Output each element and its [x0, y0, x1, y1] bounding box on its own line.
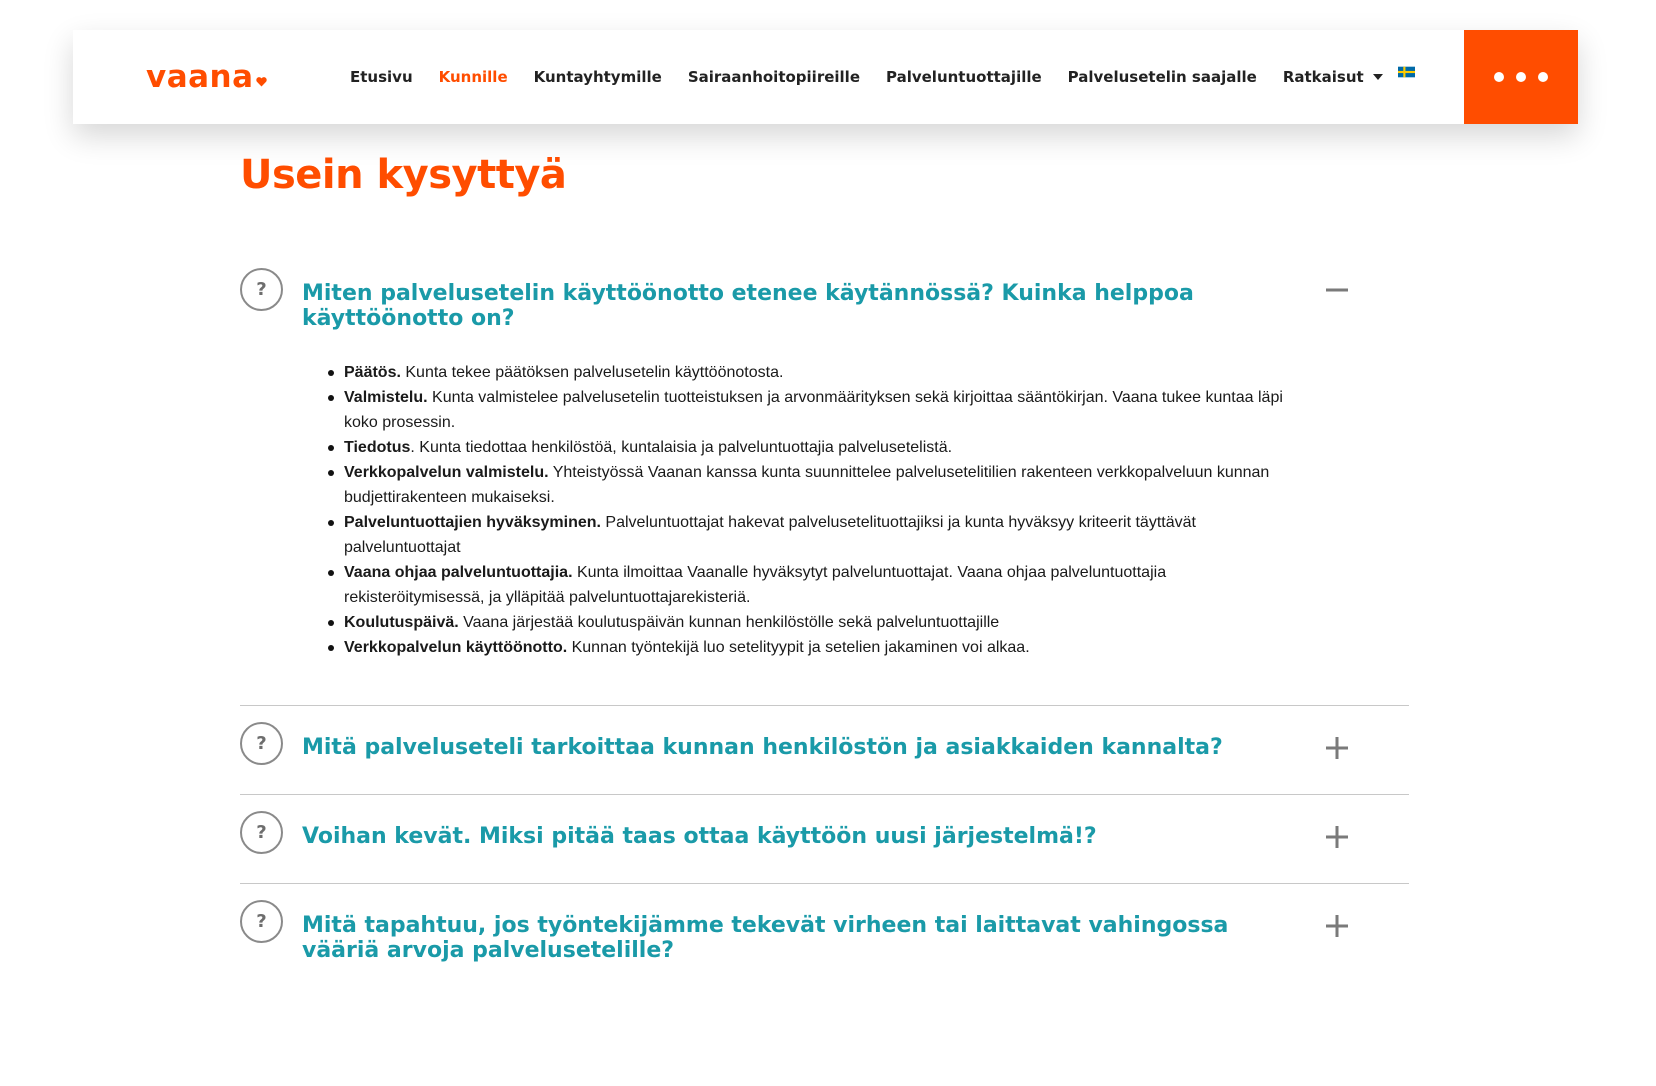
faq-question[interactable]: Mitä palveluseteli tarkoittaa kunnan henkilöstön ja asiakkaiden kannalta?: [302, 735, 1223, 760]
nav-palveluntuottajille[interactable]: Palveluntuottajille: [886, 68, 1042, 86]
nav-ratkaisut[interactable]: [1283, 68, 1383, 86]
dot-icon: [1494, 72, 1504, 82]
step-title: Koulutuspäivä.: [344, 614, 459, 631]
dot-icon: [1516, 72, 1526, 82]
faq-list: [240, 260, 1409, 994]
main-nav: [350, 30, 1409, 124]
list-item: [344, 435, 1304, 460]
faq-item: [240, 795, 1409, 884]
list-item: [344, 560, 1304, 610]
nav-ratkaisut-label: Ratkaisut: [1282, 68, 1364, 86]
page-title: Usein kysyttyä: [240, 152, 567, 198]
step-text: Kunnan työntekijä luo setelityypit ja setelien jakaminen voi alkaa.: [567, 639, 1030, 656]
step-title: Verkkopalvelun valmistelu.: [344, 464, 549, 481]
list-item: [344, 460, 1304, 510]
nav-sairaanhoitopiireille[interactable]: Sairaanhoitopiireille: [687, 68, 860, 86]
logo-text: vaana: [146, 59, 254, 95]
faq-answer-list: [344, 360, 1304, 660]
heart-icon: [256, 77, 267, 87]
step-text: Yhteistyössä Vaanan kanssa kunta suunnittelee palvelusetelitilien rakenteen verkkopalveluun kunnan budjettirakenteen mukaiseksi.: [344, 464, 1270, 506]
step-text: Kunta ilmoittaa Vaanalle hyväksytyt palveluntuottajat. Vaana ohjaa palveluntuottajia rekisteröitymisessä, ja ylläpitää palveluntuottajarekisteriä.: [344, 564, 1167, 606]
step-title: Verkkopalvelun käyttöönotto.: [344, 639, 568, 656]
faq-item: [240, 884, 1409, 994]
faq-item: [240, 260, 1409, 706]
list-item: [344, 385, 1304, 435]
step-title: Tiedotus: [344, 439, 411, 456]
step-title: Valmistelu.: [344, 389, 428, 406]
nav-etusivu[interactable]: Etusivu: [350, 68, 413, 86]
list-item: [344, 610, 1304, 635]
question-circle-icon: ?: [240, 900, 283, 943]
more-menu-button[interactable]: [1464, 30, 1578, 124]
plus-icon[interactable]: [1325, 825, 1349, 849]
site-header: [73, 30, 1578, 124]
step-text: . Kunta tiedottaa henkilöstöä, kuntalaisia ja palveluntuottajia palvelusetelistä.: [410, 439, 953, 456]
dot-icon: [1538, 72, 1548, 82]
question-circle-icon: ?: [240, 268, 283, 311]
plus-icon[interactable]: [1325, 914, 1349, 938]
list-item: [344, 510, 1304, 560]
step-text: Kunta valmistelee palvelusetelin tuotteistuksen ja arvonmäärityksen sekä kirjoittaa sääntökirjan. Vaana tukee kuntaa läpi koko prosessin.: [344, 389, 1283, 431]
chevron-down-icon: [1373, 74, 1383, 80]
minus-icon[interactable]: [1325, 278, 1349, 302]
faq-question[interactable]: Voihan kevät. Miksi pitää taas ottaa käyttöön uusi järjestelmä!?: [302, 824, 1097, 849]
faq-question[interactable]: Miten palvelusetelin käyttöönotto etenee käytännössä? Kuinka helppoa käyttöönotto on?: [302, 281, 1194, 331]
list-item: [344, 360, 1304, 385]
step-title: Palveluntuottajien hyväksyminen.: [344, 514, 601, 531]
step-title: Vaana ohjaa palveluntuottajia.: [344, 564, 573, 581]
step-text: Kunta tekee päätöksen palvelusetelin käyttöönotosta.: [400, 364, 784, 381]
faq-question[interactable]: Mitä tapahtuu, jos työntekijämme tekevät virheen tai laittavat vahingossa vääriä arvoja palvelusetelille?: [302, 913, 1229, 963]
step-title: Päätös.: [344, 364, 401, 381]
list-item: [344, 635, 1304, 660]
nav-palvelusetelin-saajalle[interactable]: Palvelusetelin saajalle: [1067, 68, 1257, 86]
vaana-logo[interactable]: [146, 57, 267, 97]
nav-kuntayhtymille[interactable]: Kuntayhtymille: [533, 68, 662, 86]
step-text: Vaana järjestää koulutuspäivän kunnan henkilöstölle sekä palveluntuottajille: [458, 614, 1000, 631]
swedish-flag-icon[interactable]: [1398, 66, 1415, 78]
nav-kunnille[interactable]: Kunnille: [438, 68, 508, 86]
question-circle-icon: ?: [240, 811, 283, 854]
faq-item: [240, 706, 1409, 795]
question-circle-icon: ?: [240, 722, 283, 765]
plus-icon[interactable]: [1325, 736, 1349, 760]
step-text: Palveluntuottajat hakevat palvelusetelituottajiksi ja kunta hyväksyy kriteerit täyttävät palveluntuottajat: [344, 514, 1196, 556]
